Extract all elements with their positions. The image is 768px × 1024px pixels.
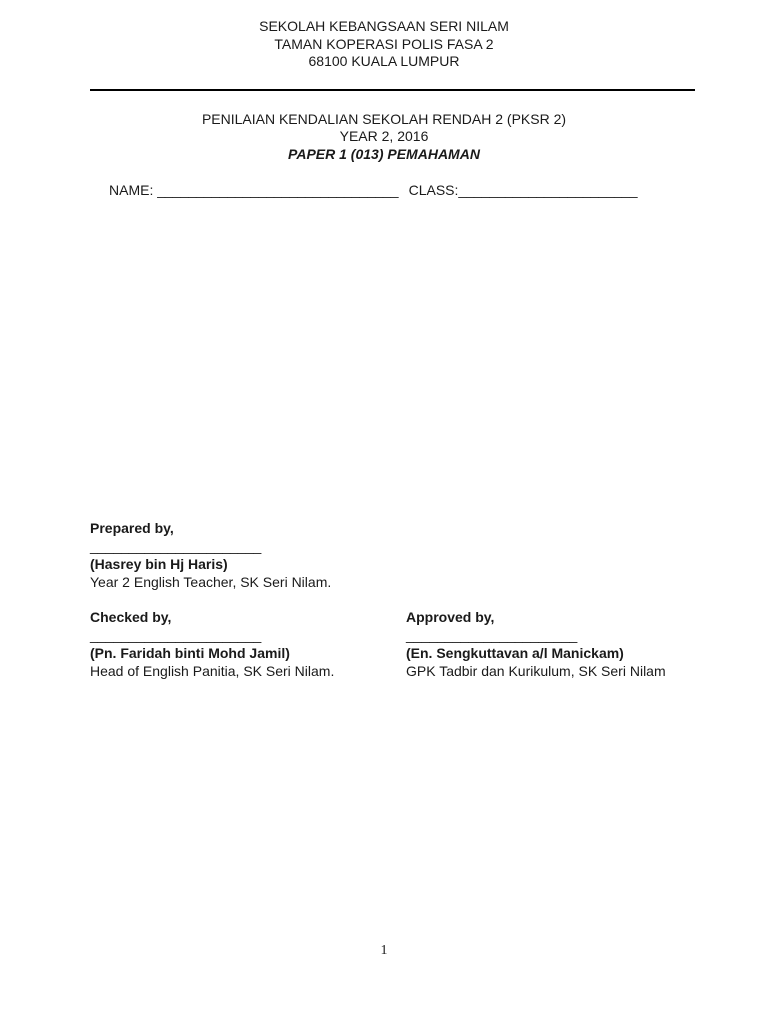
checked-by-name: (Pn. Faridah binti Mohd Jamil) <box>90 645 290 661</box>
approved-by-role: GPK Tadbir dan Kurikulum, SK Seri Nilam <box>406 663 666 679</box>
approved-signature-line: ______________________ <box>406 627 578 643</box>
name-field[interactable]: NAME: _______________________________ <box>109 182 399 198</box>
exam-title: PENILAIAN KENDALIAN SEKOLAH RENDAH 2 (PKSR 2) <box>201 111 567 127</box>
school-address-line1: TAMAN KOPERASI POLIS FASA 2 <box>274 36 494 52</box>
prepared-by-block <box>90 519 331 591</box>
page-number: 1 <box>380 943 388 958</box>
checked-by-role: Head of English Panitia, SK Seri Nilam. <box>90 663 335 679</box>
checked-by-block <box>90 608 334 680</box>
prepared-by-label: Prepared by, <box>90 520 174 536</box>
prepared-by-role: Year 2 English Teacher, SK Seri Nilam. <box>90 574 332 590</box>
paper-title: PAPER 1 (013) PEMAHAMAN <box>288 146 480 162</box>
header-divider <box>90 89 695 91</box>
prepared-signature-line: ______________________ <box>90 538 262 554</box>
approved-by-label: Approved by, <box>406 609 495 625</box>
school-name: SEKOLAH KEBANGSAAN SERI NILAM <box>259 18 509 34</box>
prepared-by-name: (Hasrey bin Hj Haris) <box>90 556 228 572</box>
school-address-line2: 68100 KUALA LUMPUR <box>308 53 460 69</box>
checked-by-label: Checked by, <box>90 609 172 625</box>
approved-by-name: (En. Sengkuttavan a/l Manickam) <box>406 645 624 661</box>
class-field[interactable]: CLASS:_______________________ <box>408 182 638 198</box>
checked-signature-line: ______________________ <box>90 627 262 643</box>
approved-by-block <box>406 608 666 680</box>
exam-year: YEAR 2, 2016 <box>339 128 429 144</box>
student-fields <box>109 182 638 199</box>
